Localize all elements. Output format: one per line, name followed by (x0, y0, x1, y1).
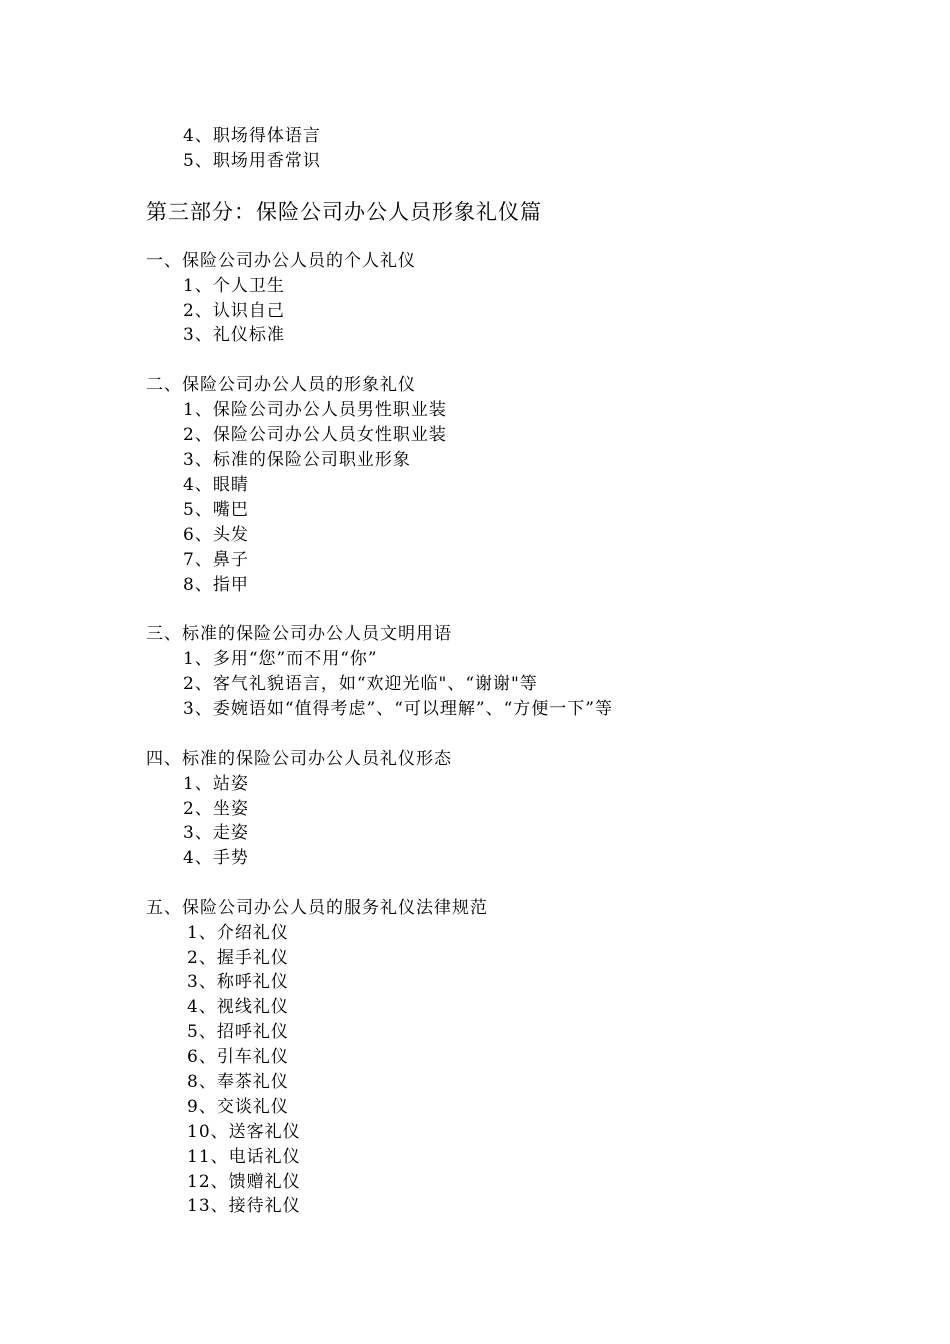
section-heading-2: 二、保险公司办公人员的形象礼仪 (146, 375, 416, 395)
list-item: 3、礼仪标准 (183, 325, 285, 345)
list-item: 12、馈赠礼仪 (187, 1172, 301, 1192)
list-item: 5、嘴巴 (183, 500, 249, 520)
list-item: 11、电话礼仪 (187, 1147, 301, 1167)
list-item: 1、站姿 (183, 774, 249, 794)
list-item: 3、称呼礼仪 (187, 972, 289, 992)
list-item: 9、交谈礼仪 (187, 1097, 289, 1117)
list-item: 2、坐姿 (183, 799, 249, 819)
list-item: 5、职场用香常识 (183, 151, 321, 171)
list-item: 4、眼睛 (183, 475, 249, 495)
list-item: 3、标准的保险公司职业形象 (183, 450, 411, 470)
section-heading-3: 三、标准的保险公司办公人员文明用语 (146, 624, 452, 644)
list-item: 4、视线礼仪 (187, 997, 289, 1017)
list-item: 1、保险公司办公人员男性职业装 (183, 400, 447, 420)
list-item: 6、头发 (183, 525, 249, 545)
list-item: 13、接待礼仪 (187, 1196, 301, 1216)
list-item: 4、职场得体语言 (183, 126, 321, 146)
part-title: 第三部分：保险公司办公人员形象礼仪篇 (146, 200, 542, 224)
section-heading-5: 五、保险公司办公人员的服务礼仪法律规范 (146, 898, 488, 918)
list-item: 8、指甲 (183, 575, 249, 595)
list-item: 7、鼻子 (183, 550, 249, 570)
list-item: 4、手势 (183, 848, 249, 868)
list-item: 3、走姿 (183, 823, 249, 843)
list-item: 2、客气礼貌语言，如“欢迎光临"、“谢谢"等 (183, 674, 538, 694)
list-item: 1、个人卫生 (183, 276, 285, 296)
list-item: 6、引车礼仪 (187, 1047, 289, 1067)
list-item: 2、握手礼仪 (187, 948, 289, 968)
list-item: 8、奉茶礼仪 (187, 1072, 289, 1092)
list-item: 1、多用“您”而不用“你” (183, 649, 378, 669)
list-item: 2、保险公司办公人员女性职业装 (183, 425, 447, 445)
list-item: 2、认识自己 (183, 301, 285, 321)
section-heading-4: 四、标准的保险公司办公人员礼仪形态 (146, 749, 452, 769)
list-item: 10、送客礼仪 (187, 1122, 301, 1142)
section-heading-1: 一、保险公司办公人员的个人礼仪 (146, 251, 416, 271)
list-item: 1、介绍礼仪 (187, 923, 289, 943)
list-item: 3、委婉语如“值得考虑”、“可以理解”、“方便一下”等 (183, 699, 613, 719)
list-item: 5、招呼礼仪 (187, 1022, 289, 1042)
